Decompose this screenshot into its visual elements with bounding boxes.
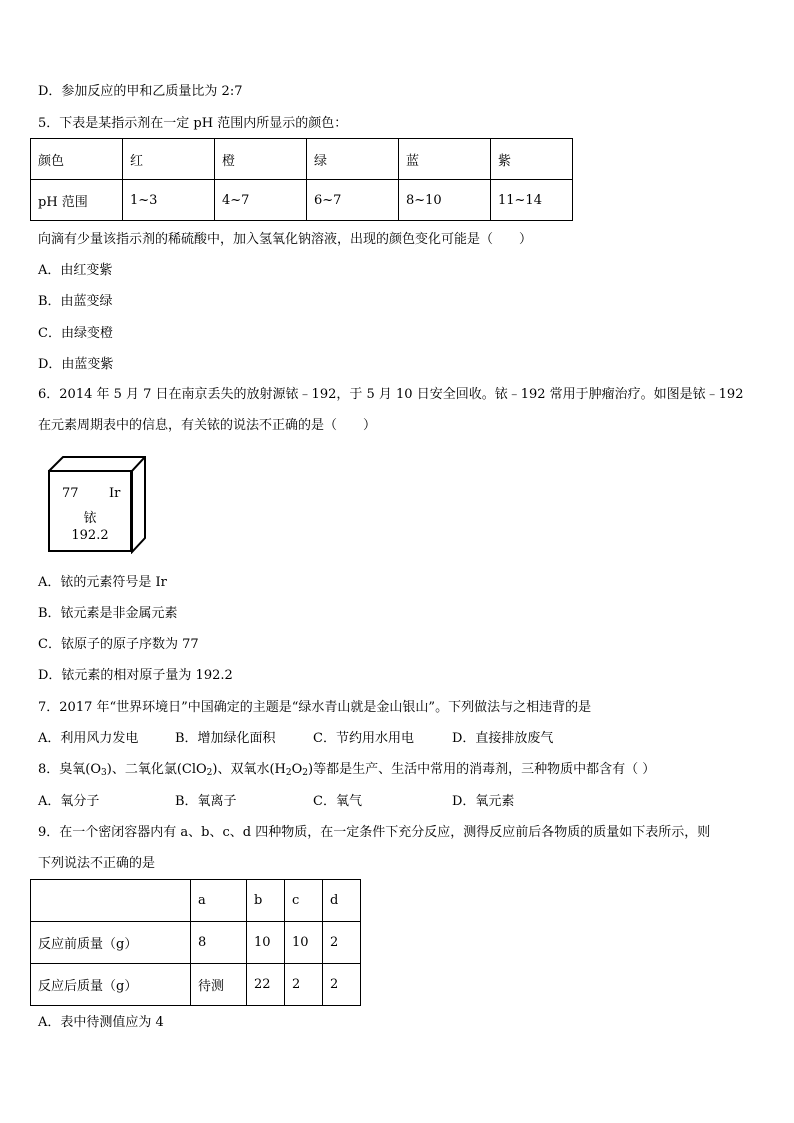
q8-stem-part: )等都是生产、生活中常用的消毒剂，三种物质中都含有（ ） bbox=[308, 762, 656, 777]
q8-stem-part: )、双氧水(H bbox=[212, 762, 286, 777]
table-cell: a bbox=[191, 880, 247, 922]
q6-option-b[interactable]: B．铱元素是非金属元素 bbox=[38, 606, 178, 621]
q5-option-a[interactable]: A．由红变紫 bbox=[38, 263, 113, 278]
table-cell: c bbox=[285, 880, 323, 922]
table-cell bbox=[31, 880, 191, 922]
q8-stem-part: O bbox=[291, 762, 303, 777]
table-cell: b bbox=[247, 880, 285, 922]
q7-option-a[interactable]: A．利用风力发电 bbox=[38, 731, 139, 746]
q9-stem-line2: 下列说法不正确的是 bbox=[38, 856, 156, 871]
q8-stem-part: )、二氧化氯(ClO bbox=[106, 762, 207, 777]
q8-option-d[interactable]: D．氧元素 bbox=[452, 794, 515, 809]
table-cell: 8 bbox=[191, 922, 247, 964]
q5-question: 向滴有少量该指示剂的稀硫酸中，加入氢氧化钠溶液，出现的颜色变化可能是（ ） bbox=[38, 232, 533, 247]
periodic-table-cell bbox=[48, 456, 146, 554]
table-cell: 6~7 bbox=[307, 180, 399, 221]
q8-stem bbox=[38, 762, 655, 781]
q9-mass-table bbox=[30, 879, 361, 1006]
table-cell: 橙 bbox=[215, 139, 307, 180]
subscript: 2 bbox=[206, 768, 213, 778]
q9-option-a[interactable]: A．表中待测值应为 4 bbox=[38, 1015, 164, 1030]
table-cell: 10 bbox=[247, 922, 285, 964]
table-cell: 2 bbox=[323, 922, 361, 964]
table-cell: 4~7 bbox=[215, 180, 307, 221]
element-card bbox=[48, 470, 132, 552]
q6-option-d[interactable]: D．铱元素的相对原子量为 192.2 bbox=[38, 668, 233, 683]
table-cell: 蓝 bbox=[399, 139, 491, 180]
q7-stem: 7．2017 年“世界环境日”中国确定的主题是“绿水青山就是金山银山”。下列做法与之相违背的是 bbox=[38, 700, 592, 715]
subscript: 3 bbox=[101, 768, 107, 778]
table-cell: 10 bbox=[285, 922, 323, 964]
q8-option-c[interactable]: C．氧气 bbox=[313, 794, 362, 809]
atomic-mass: 192.2 bbox=[71, 528, 109, 543]
q9-stem-line1: 9．在一个密闭容器内有 a、b、c、d 四种物质，在一定条件下充分反应，测得反应前后各物质的质量如下表所示，则 bbox=[38, 825, 711, 840]
q7-option-c[interactable]: C．节约用水用电 bbox=[313, 731, 414, 746]
table-row bbox=[31, 139, 573, 180]
q5-option-c[interactable]: C．由绿变橙 bbox=[38, 326, 113, 341]
q6-option-c[interactable]: C．铱原子的原子序数为 77 bbox=[38, 637, 199, 652]
q8-option-b[interactable]: B．氧离子 bbox=[175, 794, 237, 809]
q7-option-b[interactable]: B．增加绿化面积 bbox=[175, 731, 276, 746]
q5-stem: 5．下表是某指示剂在一定 pH 范围内所显示的颜色： bbox=[38, 116, 348, 131]
q5-option-b[interactable]: B．由蓝变绿 bbox=[38, 294, 113, 309]
q6-option-a[interactable]: A．铱的元素符号是 Ir bbox=[38, 575, 167, 590]
table-cell: 2 bbox=[323, 964, 361, 1006]
element-symbol: Ir bbox=[109, 486, 121, 501]
table-cell: 8~10 bbox=[399, 180, 491, 221]
table-cell: 11~14 bbox=[491, 180, 573, 221]
q6-stem-line2: 在元素周期表中的信息，有关铱的说法不正确的是（ ） bbox=[38, 418, 377, 433]
subscript: 2 bbox=[302, 768, 309, 778]
subscript: 2 bbox=[285, 768, 292, 778]
table-row bbox=[31, 922, 361, 964]
table-cell: 22 bbox=[247, 964, 285, 1006]
element-name: 铱 bbox=[83, 511, 97, 526]
table-cell: d bbox=[323, 880, 361, 922]
table-cell: 紫 bbox=[491, 139, 573, 180]
table-cell: 1~3 bbox=[123, 180, 215, 221]
table-cell: 待测 bbox=[191, 964, 247, 1006]
table-cell: 反应后质量（g） bbox=[31, 964, 191, 1006]
table-row bbox=[31, 180, 573, 221]
table-cell: 绿 bbox=[307, 139, 399, 180]
q8-option-a[interactable]: A．氧分子 bbox=[38, 794, 100, 809]
table-row bbox=[31, 880, 361, 922]
table-cell: 颜色 bbox=[31, 139, 123, 180]
table-cell: pH 范围 bbox=[31, 180, 123, 221]
q6-stem-line1: 6．2014 年 5 月 7 日在南京丢失的放射源铱﹣192，于 5 月 10 日安全回收。铱﹣192 常用于肿瘤治疗。如图是铱﹣192 bbox=[38, 387, 744, 402]
q7-option-d[interactable]: D．直接排放废气 bbox=[452, 731, 554, 746]
q8-stem-part: 8．臭氧(O bbox=[38, 762, 102, 777]
table-cell: 反应前质量（g） bbox=[31, 922, 191, 964]
q4-option-d: D．参加反应的甲和乙质量比为 2:7 bbox=[38, 84, 243, 99]
table-row bbox=[31, 964, 361, 1006]
table-cell: 红 bbox=[123, 139, 215, 180]
atomic-number: 77 bbox=[62, 486, 79, 501]
table-cell: 2 bbox=[285, 964, 323, 1006]
q5-option-d[interactable]: D．由蓝变紫 bbox=[38, 357, 114, 372]
q5-indicator-table bbox=[30, 138, 573, 221]
